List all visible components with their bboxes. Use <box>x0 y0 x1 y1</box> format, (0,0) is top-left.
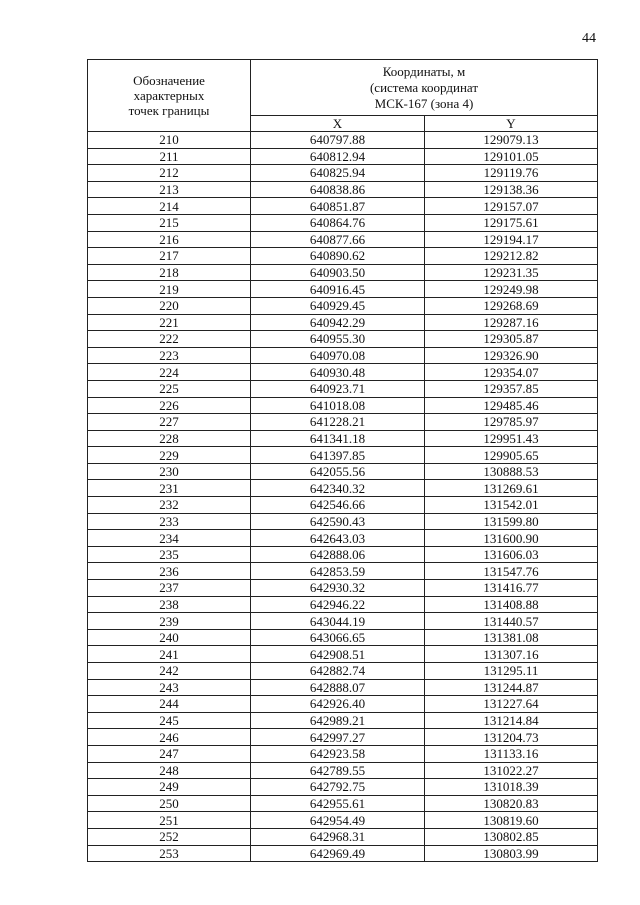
table-row <box>88 679 598 696</box>
table-row <box>88 812 598 829</box>
point-cell: 218 <box>88 264 251 281</box>
table-row <box>88 646 598 663</box>
y-coordinate-cell: 130888.53 <box>425 463 598 480</box>
table-row <box>88 165 598 182</box>
table-row <box>88 264 598 281</box>
y-coordinate-cell: 131606.03 <box>425 546 598 563</box>
table-row <box>88 513 598 530</box>
point-cell: 230 <box>88 463 251 480</box>
y-coordinate-cell: 130819.60 <box>425 812 598 829</box>
y-coordinate-cell: 129157.07 <box>425 198 598 215</box>
point-cell: 220 <box>88 297 251 314</box>
table-row <box>88 331 598 348</box>
x-coordinate-cell: 642954.49 <box>251 812 425 829</box>
x-coordinate-cell: 642923.58 <box>251 745 425 762</box>
y-coordinate-cell: 129175.61 <box>425 214 598 231</box>
point-cell: 246 <box>88 729 251 746</box>
x-coordinate-cell: 641018.08 <box>251 397 425 414</box>
x-coordinate-cell: 642546.66 <box>251 497 425 514</box>
table-row <box>88 198 598 215</box>
point-cell: 224 <box>88 364 251 381</box>
point-cell: 236 <box>88 563 251 580</box>
table-row <box>88 845 598 862</box>
y-coordinate-cell: 131599.80 <box>425 513 598 530</box>
point-cell: 237 <box>88 580 251 597</box>
points-header-line-2: характерных <box>133 88 205 103</box>
y-coordinate-cell: 131227.64 <box>425 696 598 713</box>
x-coordinate-cell: 642955.61 <box>251 795 425 812</box>
table-row <box>88 745 598 762</box>
point-cell: 223 <box>88 347 251 364</box>
table-row <box>88 596 598 613</box>
x-coordinate-cell: 641228.21 <box>251 414 425 431</box>
y-coordinate-cell: 129268.69 <box>425 297 598 314</box>
y-coordinate-cell: 129119.76 <box>425 165 598 182</box>
point-cell: 211 <box>88 148 251 165</box>
x-coordinate-cell: 642969.49 <box>251 845 425 862</box>
x-coordinate-cell: 642792.75 <box>251 779 425 796</box>
x-coordinate-cell: 640930.48 <box>251 364 425 381</box>
x-coordinate-cell: 640864.76 <box>251 214 425 231</box>
x-coordinate-cell: 642908.51 <box>251 646 425 663</box>
x-coordinate-cell: 642997.27 <box>251 729 425 746</box>
y-coordinate-cell: 131244.87 <box>425 679 598 696</box>
x-coordinate-cell: 640797.88 <box>251 132 425 149</box>
table-row <box>88 480 598 497</box>
point-cell: 248 <box>88 762 251 779</box>
point-cell: 247 <box>88 745 251 762</box>
y-coordinate-cell: 131547.76 <box>425 563 598 580</box>
x-coordinate-cell: 642643.03 <box>251 530 425 547</box>
coords-header-line-1: Координаты, м <box>382 63 466 79</box>
point-cell: 240 <box>88 629 251 646</box>
point-cell: 252 <box>88 828 251 845</box>
x-coordinate-cell: 642055.56 <box>251 463 425 480</box>
x-coordinate-cell: 640970.08 <box>251 347 425 364</box>
table-row <box>88 463 598 480</box>
point-cell: 212 <box>88 165 251 182</box>
x-coordinate-cell: 642590.43 <box>251 513 425 530</box>
x-coordinate-cell: 641397.85 <box>251 447 425 464</box>
table-row <box>88 148 598 165</box>
y-coordinate-cell: 130802.85 <box>425 828 598 845</box>
y-coordinate-cell: 131307.16 <box>425 646 598 663</box>
y-coordinate-cell: 129354.07 <box>425 364 598 381</box>
table-row <box>88 696 598 713</box>
y-coordinate-cell: 129326.90 <box>425 347 598 364</box>
table-row <box>88 281 598 298</box>
table-row <box>88 132 598 149</box>
point-cell: 210 <box>88 132 251 149</box>
coordinates-table <box>87 59 598 862</box>
y-coordinate-cell: 129194.17 <box>425 231 598 248</box>
x-coordinate-cell: 640877.66 <box>251 231 425 248</box>
x-coordinate-cell: 642946.22 <box>251 596 425 613</box>
y-coordinate-cell: 129485.46 <box>425 397 598 414</box>
y-coordinate-cell: 131600.90 <box>425 530 598 547</box>
point-cell: 226 <box>88 397 251 414</box>
x-coordinate-cell: 642882.74 <box>251 663 425 680</box>
x-coordinate-cell: 640916.45 <box>251 281 425 298</box>
y-coordinate-cell: 129951.43 <box>425 430 598 447</box>
point-cell: 245 <box>88 712 251 729</box>
y-coordinate-cell: 129287.16 <box>425 314 598 331</box>
table-row <box>88 546 598 563</box>
point-cell: 229 <box>88 447 251 464</box>
point-cell: 213 <box>88 181 251 198</box>
point-cell: 231 <box>88 480 251 497</box>
table-row <box>88 231 598 248</box>
table-row <box>88 580 598 597</box>
coords-header-line-3: МСК-167 (зона 4) <box>374 95 474 111</box>
table-row <box>88 447 598 464</box>
y-coordinate-cell: 131542.01 <box>425 497 598 514</box>
point-cell: 238 <box>88 596 251 613</box>
table-row <box>88 380 598 397</box>
point-cell: 241 <box>88 646 251 663</box>
y-coordinate-cell: 131204.73 <box>425 729 598 746</box>
x-coordinate-cell: 640851.87 <box>251 198 425 215</box>
y-coordinate-cell: 129249.98 <box>425 281 598 298</box>
coords-header-line-2: (система координат <box>369 79 479 95</box>
point-cell: 253 <box>88 845 251 862</box>
table-row <box>88 397 598 414</box>
x-coordinate-cell: 642989.21 <box>251 712 425 729</box>
y-coordinate-cell: 129101.05 <box>425 148 598 165</box>
x-coordinate-cell: 640903.50 <box>251 264 425 281</box>
table-row <box>88 613 598 630</box>
point-cell: 243 <box>88 679 251 696</box>
x-coordinate-cell: 642853.59 <box>251 563 425 580</box>
x-coordinate-cell: 640929.45 <box>251 297 425 314</box>
y-coordinate-cell: 129212.82 <box>425 248 598 265</box>
x-coordinate-cell: 642789.55 <box>251 762 425 779</box>
y-coordinate-cell: 131214.84 <box>425 712 598 729</box>
x-coordinate-cell: 642968.31 <box>251 828 425 845</box>
point-cell: 232 <box>88 497 251 514</box>
table-row <box>88 712 598 729</box>
table-row <box>88 430 598 447</box>
table-row <box>88 497 598 514</box>
y-coordinate-cell: 129079.13 <box>425 132 598 149</box>
page-number: 44 <box>582 31 596 46</box>
table-body <box>88 132 598 862</box>
x-coordinate-cell: 640942.29 <box>251 314 425 331</box>
point-cell: 222 <box>88 331 251 348</box>
x-coordinate-cell: 640838.86 <box>251 181 425 198</box>
point-cell: 250 <box>88 795 251 812</box>
x-coordinate-cell: 642888.06 <box>251 546 425 563</box>
y-coordinate-cell: 131018.39 <box>425 779 598 796</box>
point-cell: 221 <box>88 314 251 331</box>
y-coordinate-cell: 131440.57 <box>425 613 598 630</box>
table-row <box>88 530 598 547</box>
points-header-line-1: Обозначение <box>133 73 205 88</box>
y-column-header: Y <box>425 116 598 132</box>
point-cell: 251 <box>88 812 251 829</box>
table-row <box>88 297 598 314</box>
x-coordinate-cell: 642930.32 <box>251 580 425 597</box>
table-row <box>88 762 598 779</box>
y-coordinate-cell: 130820.83 <box>425 795 598 812</box>
x-coordinate-cell: 642340.32 <box>251 480 425 497</box>
y-coordinate-cell: 131269.61 <box>425 480 598 497</box>
point-cell: 249 <box>88 779 251 796</box>
table-row <box>88 629 598 646</box>
y-coordinate-cell: 131408.88 <box>425 596 598 613</box>
table-row <box>88 314 598 331</box>
x-coordinate-cell: 640890.62 <box>251 248 425 265</box>
x-coordinate-cell: 642888.07 <box>251 679 425 696</box>
y-coordinate-cell: 129357.85 <box>425 380 598 397</box>
table-row <box>88 248 598 265</box>
point-cell: 233 <box>88 513 251 530</box>
point-cell: 227 <box>88 414 251 431</box>
point-cell: 214 <box>88 198 251 215</box>
y-coordinate-cell: 131133.16 <box>425 745 598 762</box>
coordinates-column-header <box>251 60 598 116</box>
y-coordinate-cell: 129905.65 <box>425 447 598 464</box>
table-row <box>88 729 598 746</box>
y-coordinate-cell: 131022.27 <box>425 762 598 779</box>
x-coordinate-cell: 643066.65 <box>251 629 425 646</box>
table-row <box>88 663 598 680</box>
table-row <box>88 181 598 198</box>
x-coordinate-cell: 640955.30 <box>251 331 425 348</box>
table-row <box>88 563 598 580</box>
point-cell: 239 <box>88 613 251 630</box>
table-row <box>88 214 598 231</box>
point-cell: 234 <box>88 530 251 547</box>
x-coordinate-cell: 640825.94 <box>251 165 425 182</box>
table-row <box>88 828 598 845</box>
point-cell: 244 <box>88 696 251 713</box>
point-cell: 228 <box>88 430 251 447</box>
table-header <box>88 60 598 132</box>
table-row <box>88 795 598 812</box>
y-coordinate-cell: 129785.97 <box>425 414 598 431</box>
y-coordinate-cell: 129305.87 <box>425 331 598 348</box>
table-row <box>88 364 598 381</box>
y-coordinate-cell: 131416.77 <box>425 580 598 597</box>
x-coordinate-cell: 643044.19 <box>251 613 425 630</box>
point-cell: 216 <box>88 231 251 248</box>
points-column-header <box>88 60 251 132</box>
point-cell: 215 <box>88 214 251 231</box>
x-coordinate-cell: 640923.71 <box>251 380 425 397</box>
point-cell: 219 <box>88 281 251 298</box>
table-row <box>88 779 598 796</box>
x-coordinate-cell: 640812.94 <box>251 148 425 165</box>
table-row <box>88 347 598 364</box>
y-coordinate-cell: 129231.35 <box>425 264 598 281</box>
point-cell: 242 <box>88 663 251 680</box>
point-cell: 217 <box>88 248 251 265</box>
x-coordinate-cell: 642926.40 <box>251 696 425 713</box>
y-coordinate-cell: 131295.11 <box>425 663 598 680</box>
point-cell: 225 <box>88 380 251 397</box>
y-coordinate-cell: 129138.36 <box>425 181 598 198</box>
x-column-header: X <box>251 116 425 132</box>
x-coordinate-cell: 641341.18 <box>251 430 425 447</box>
points-header-line-3: точек границы <box>128 103 210 118</box>
y-coordinate-cell: 131381.08 <box>425 629 598 646</box>
y-coordinate-cell: 130803.99 <box>425 845 598 862</box>
table-row <box>88 414 598 431</box>
point-cell: 235 <box>88 546 251 563</box>
